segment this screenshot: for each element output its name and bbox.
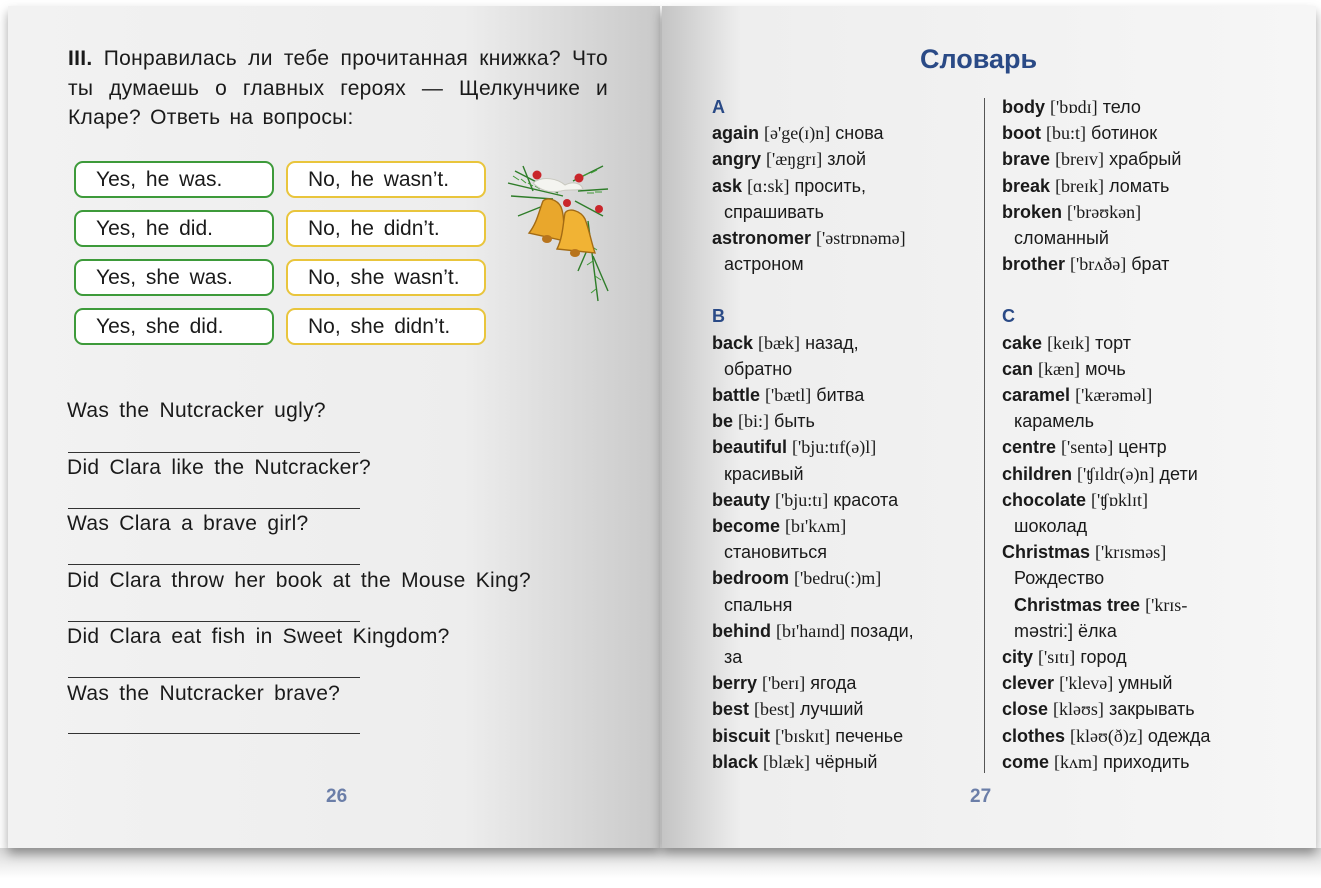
answer-no-4: No, she didn’t. bbox=[286, 308, 486, 345]
answer-yes-3: Yes, she was. bbox=[74, 259, 274, 296]
entry-chocolate: chocolate ['ʧɒklɪt] bbox=[1002, 489, 1148, 510]
entry-close: close [kləʊs] закрывать bbox=[1002, 699, 1195, 720]
right-page bbox=[662, 6, 1316, 848]
entry-city: city ['sɪtɪ] город bbox=[1002, 647, 1127, 668]
entry-centre: centre ['sentə] центр bbox=[1002, 437, 1167, 458]
entry-ask-cont: спрашивать bbox=[724, 201, 824, 222]
question-6: Was the Nutcracker brave? bbox=[67, 682, 341, 705]
answer-yes-1: Yes, he was. bbox=[74, 161, 274, 198]
entry-bedroom-meaning: спальня bbox=[724, 594, 793, 615]
page-number-right: 27 bbox=[970, 786, 992, 807]
letter-heading-b: B bbox=[712, 306, 725, 327]
exercise-number: III. bbox=[68, 47, 93, 70]
column-divider bbox=[984, 98, 985, 773]
question-2: Did Clara like the Nutcracker? bbox=[67, 456, 371, 479]
entry-break: break [breɪk] ломать bbox=[1002, 175, 1170, 196]
question-4: Did Clara throw her book at the Mouse King? bbox=[67, 569, 531, 592]
exercise-instruction: Понравилась ли тебе прочитанная книжка? Что ты думаешь о главных героях — Щелкунчике и Кларе? Ответь на вопросы: bbox=[68, 47, 608, 129]
answer-no-3: No, she wasn’t. bbox=[286, 259, 486, 296]
entry-beauty: beauty ['bju:tɪ] красота bbox=[712, 489, 899, 510]
answer-line-5[interactable] bbox=[68, 677, 360, 678]
answer-yes-4: Yes, she did. bbox=[74, 308, 274, 345]
answer-no-2: No, he didn’t. bbox=[286, 210, 486, 247]
dictionary-column-1 bbox=[712, 94, 962, 775]
entry-christmas-tree-cont: məstri:] ёлка bbox=[1014, 620, 1117, 641]
page-number-left: 26 bbox=[326, 786, 348, 807]
book-shadow bbox=[0, 848, 1321, 878]
entry-again: again [ə'ge(ɪ)n] снова bbox=[712, 123, 884, 144]
entry-behind: behind [bɪ'haɪnd] позади, bbox=[712, 620, 914, 641]
question-3: Was Clara a brave girl? bbox=[67, 512, 309, 535]
question-5: Did Clara eat fish in Sweet Kingdom? bbox=[67, 625, 450, 648]
entry-clever: clever ['klevə] умный bbox=[1002, 673, 1173, 694]
entry-behind-cont: за bbox=[724, 647, 743, 668]
letter-heading-c: C bbox=[1002, 306, 1015, 327]
entry-black: black [blæk] чёрный bbox=[712, 751, 878, 772]
entry-cake: cake [keɪk] торт bbox=[1002, 332, 1131, 353]
dictionary-column-2 bbox=[1002, 94, 1262, 775]
entry-christmas-tree: Christmas tree ['krɪs- bbox=[1014, 594, 1188, 615]
entry-broken: broken ['brəʊkən] bbox=[1002, 201, 1142, 222]
entry-brother: brother ['brʌðə] брат bbox=[1002, 254, 1170, 275]
entry-caramel: caramel ['kærəməl] bbox=[1002, 385, 1153, 406]
exercise-intro bbox=[68, 44, 608, 133]
entry-beautiful: beautiful ['bju:tɪf(ə)l] bbox=[712, 437, 877, 458]
answer-line-6[interactable] bbox=[68, 733, 360, 734]
entry-come: come [kʌm] приходить bbox=[1002, 751, 1190, 772]
entry-broken-meaning: сломанный bbox=[1014, 228, 1109, 249]
entry-beautiful-meaning: красивый bbox=[724, 463, 804, 484]
entry-back: back [bæk] назад, bbox=[712, 332, 859, 353]
letter-heading-a: A bbox=[712, 97, 725, 117]
entry-can: can [kæn] мочь bbox=[1002, 358, 1126, 379]
entry-boot: boot [bu:t] ботинок bbox=[1002, 123, 1158, 144]
entry-christmas: Christmas ['krɪsməs] bbox=[1002, 542, 1167, 563]
entry-body: body ['bɒdɪ] тело bbox=[1002, 97, 1141, 117]
entry-best: best [best] лучший bbox=[712, 699, 864, 720]
question-1: Was the Nutcracker ugly? bbox=[67, 399, 326, 422]
entry-become: become [bɪ'kʌm] bbox=[712, 516, 847, 537]
answer-line-1[interactable] bbox=[68, 452, 360, 453]
entry-astronomer: astronomer ['əstrɒnəmə] bbox=[712, 228, 906, 249]
answer-yes-2: Yes, he did. bbox=[74, 210, 274, 247]
entry-brave: brave [breɪv] храбрый bbox=[1002, 149, 1182, 170]
entry-clothes: clothes [kləʊ(ð)z] одежда bbox=[1002, 725, 1211, 746]
answer-line-2[interactable] bbox=[68, 508, 360, 509]
entry-berry: berry ['berɪ] ягода bbox=[712, 673, 857, 694]
entry-biscuit: biscuit ['bɪskɪt] печенье bbox=[712, 725, 904, 746]
entry-back-cont: обратно bbox=[724, 358, 793, 379]
left-page bbox=[8, 6, 660, 848]
dictionary-title: Словарь bbox=[920, 44, 1038, 74]
entry-caramel-meaning: карамель bbox=[1014, 411, 1094, 432]
entry-become-meaning: становиться bbox=[724, 542, 827, 563]
answer-line-4[interactable] bbox=[68, 621, 360, 622]
christmas-bells-icon bbox=[503, 161, 613, 306]
entry-bedroom: bedroom ['bedru(:)m] bbox=[712, 568, 882, 589]
answer-no-1: No, he wasn’t. bbox=[286, 161, 486, 198]
answer-line-3[interactable] bbox=[68, 564, 360, 565]
entry-be: be [bi:] быть bbox=[712, 411, 815, 432]
entry-christmas-meaning: Рождество bbox=[1014, 568, 1105, 589]
entry-chocolate-meaning: шоколад bbox=[1014, 516, 1088, 537]
entry-angry: angry ['æŋgrɪ] злой bbox=[712, 149, 867, 170]
entry-astronomer-meaning: астроном bbox=[724, 254, 804, 275]
entry-ask: ask [ɑ:sk] просить, bbox=[712, 175, 866, 196]
entry-battle: battle ['bætl] битва bbox=[712, 385, 865, 406]
entry-children: children ['ʧɪldr(ə)n] дети bbox=[1002, 463, 1198, 484]
